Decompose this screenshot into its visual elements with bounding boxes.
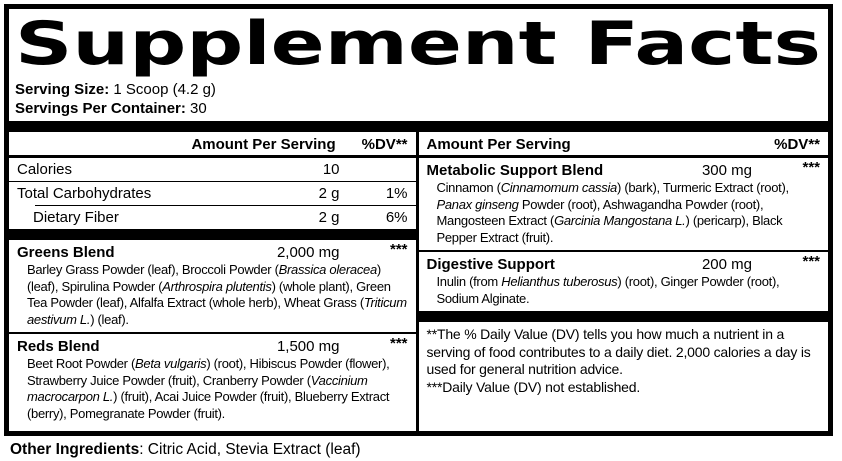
nutrient-name: Dietary Fiber [33, 209, 119, 226]
blend-dv: *** [389, 335, 408, 352]
nutrient-name: Total Carbohydrates [17, 185, 152, 202]
right-column-header [419, 132, 829, 158]
blend-dv: *** [389, 241, 408, 258]
greens-blend-section [9, 240, 416, 332]
daily-value-footnote: **The % Daily Value (DV) tells you how much a nutrient in a serving of food contributes to a daily diet. 2,000 calories a day is used for general nutrition advice. [426, 326, 811, 377]
supplement-facts-panel [4, 4, 833, 436]
blend-name: Metabolic Support Blend [426, 162, 604, 179]
blend-amount: 1,500 mg [276, 338, 340, 355]
nutrient-dv: 6% [385, 209, 408, 226]
nutrient-row-total-carbohydrates [9, 182, 416, 205]
nutrient-row-calories [9, 158, 416, 181]
blend-name: Digestive Support [426, 256, 555, 273]
metabolic-support-blend-section [419, 158, 829, 250]
blend-ingredients: Cinnamon (Cinnamomum cassia) (bark), Turmeric Extract (root), Panax ginseng Powder (root), Ashwagandha Powder (root), Mangosteen Extract (Garcinia Mangostana L.) (pericarp), Black Pepper Extract (fruit). [436, 180, 789, 245]
amount-per-serving-heading: Amount Per Serving [426, 136, 571, 153]
page-title: Supplement Facts [15, 10, 821, 79]
digestive-support-section [419, 252, 829, 311]
percent-dv-heading: %DV** [361, 136, 408, 153]
blend-header [9, 242, 416, 261]
panel-columns [9, 132, 828, 431]
servings-per-container-label: Servings Per Container: [15, 99, 186, 117]
servings-per-container-line [15, 100, 822, 119]
section-divider-bar [9, 229, 416, 240]
percent-dv-heading: %DV** [774, 136, 820, 153]
blend-name: Reds Blend [17, 338, 100, 355]
amount-per-serving-heading: Amount Per Serving [191, 136, 336, 153]
nutrient-amount: 2 g [318, 185, 340, 202]
blend-amount: 2,000 mg [276, 244, 340, 261]
left-column-header [9, 132, 416, 158]
nutrient-dv: 1% [385, 185, 408, 202]
footnotes [419, 322, 829, 400]
other-ingredients-label: Other Ingredients [10, 441, 140, 458]
serving-size-value: 1 Scoop (4.2 g) [109, 81, 216, 98]
header-divider-bar [9, 121, 828, 132]
dv-not-established-footnote: ***Daily Value (DV) not established. [426, 378, 641, 395]
blend-header [9, 336, 416, 355]
nutrient-name: Calories [17, 161, 73, 178]
servings-per-container-value: 30 [185, 99, 207, 117]
reds-blend-section [9, 334, 416, 426]
blend-header [419, 254, 829, 273]
blend-amount: 200 mg [701, 256, 752, 273]
blend-dv: *** [802, 253, 820, 270]
blend-dv: *** [802, 159, 820, 176]
right-column [419, 132, 829, 431]
serving-size-line [15, 81, 822, 100]
serving-info [9, 80, 828, 121]
section-divider-bar [419, 311, 829, 322]
serving-size-label: Serving Size: [15, 81, 110, 98]
other-ingredients-line [10, 441, 361, 459]
blend-name: Greens Blend [17, 244, 115, 261]
blend-header [419, 160, 829, 179]
blend-ingredients: Barley Grass Powder (leaf), Broccoli Powder (Brassica oleracea) (leaf), Spirulina Powder (Arthrospira plutentis) (whole plant), Green Tea Powder (leaf), Alfalfa Extract (whole herb), Wheat Grass (Triticum aestivum L.) (leaf). [27, 262, 407, 327]
left-column [9, 132, 419, 431]
blend-amount: 300 mg [701, 162, 752, 179]
nutrient-row-dietary-fiber [9, 206, 416, 229]
blend-ingredients: Beet Root Powder (Beta vulgaris) (root), Hibiscus Powder (flower), Strawberry Juice Powder (fruit), Cranberry Powder (Vaccinium macrocarpon L.) (fruit), Acai Juice Powder (fruit), Blueberry Extract (berry), Pomegranate Powder (fruit). [27, 356, 390, 421]
other-ingredients-value: : Citric Acid, Stevia Extract (leaf) [139, 441, 361, 458]
title-area [13, 10, 828, 80]
nutrient-amount: 10 [322, 161, 340, 178]
blend-ingredients: Inulin (from Helianthus tuberosus) (root), Ginger Powder (root), Sodium Alginate. [436, 274, 780, 306]
nutrient-amount: 2 g [318, 209, 340, 226]
